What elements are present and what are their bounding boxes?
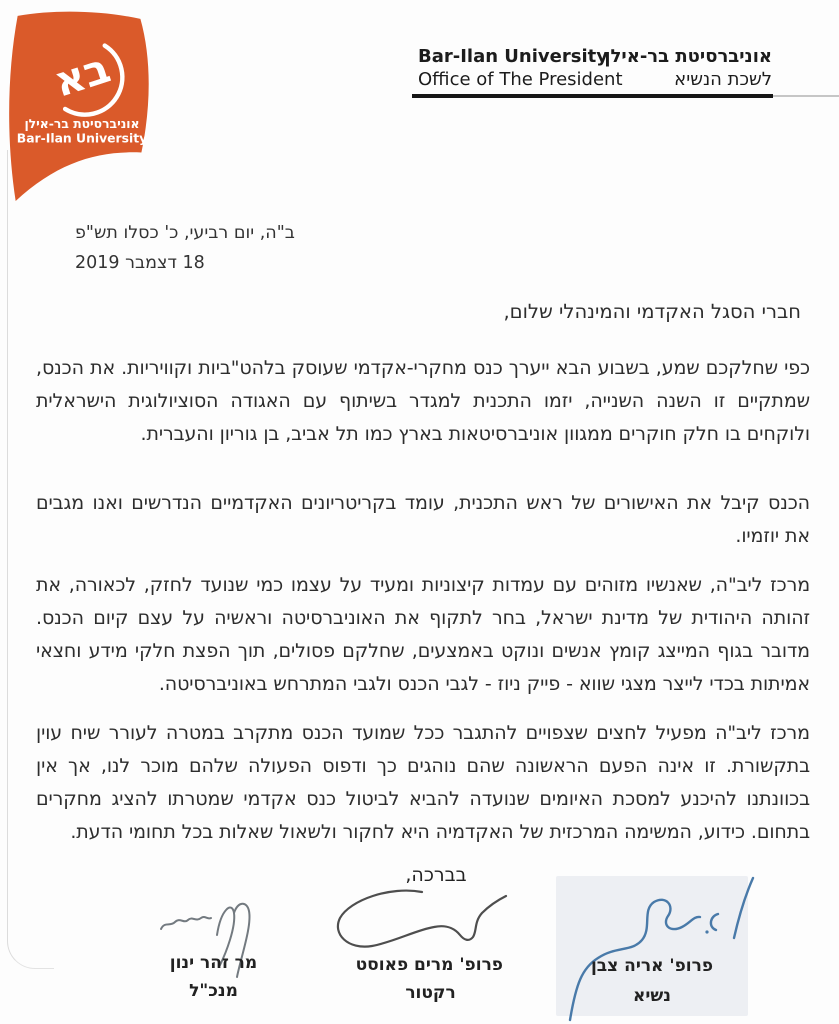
- bar-ilan-logo: [2, 6, 162, 204]
- signatory-title-ceo: מנכ"ל: [189, 981, 238, 1001]
- signatory-name-president: פרופ' אריה צבן: [590, 956, 714, 976]
- signatory-title-president: נשיא: [633, 986, 671, 1006]
- closing: בברכה,: [405, 864, 467, 886]
- logo-hebrew-name: אוניברסיטת בר-אילן: [24, 116, 140, 131]
- logo-mark: בא: [47, 42, 116, 107]
- signature-area: [36, 849, 810, 1024]
- signature-block-ceo: [166, 849, 261, 1009]
- logo-english-name: Bar-Ilan University: [16, 131, 148, 146]
- paragraph-2: הכנס קיבל את האישורים של ראש התכנית, עומד בקריטריונים האקדמיים הנדרשים ואנו מגבים את יוזמיו.: [36, 492, 810, 547]
- date-gregorian: 18 דצמבר 2019: [75, 253, 205, 273]
- paragraph-1: כפי שחלקכם שמע, בשבוע הבא ייערך כנס מחקרי-אקדמי שעוסק בלהט"ביות וקוויריות. את הכנס, שמתקיים זו השנה השנייה, יזמו התכנית למגדר בשיתוף עם האגודה הסוציולוגית הישראלית ולוקחים בו חלק חוקרים ממגוון אוניברסיטאות בארץ כמו תל אביב, בן גוריון והעברית.: [36, 357, 810, 445]
- header-hebrew: [604, 45, 772, 91]
- paragraph-3: מרכז ליב"ה, שאנשיו מזוהים עם עמדות קיצוניות ומעיד על עצמו כמי שנועד לחזק, לכאורה, את זהותה היהודית של מדינת ישראל, בחר לתקוף את האוניברסיטה וראשיה על עצם קיום הכנס. מדובר בגוף המייצג קומץ אנשים ונוקט באמצעים, שחלקם פסולים, תוך הפצת חלקי מידע וחצאי אמיתות בכדי לייצר מצגי שווא - פייק ניוז - לגבי הכנס ולגבי המתרחש באוניברסיטה.: [36, 574, 810, 695]
- salutation: חברי הסגל האקדמי והמינהלי שלום,: [503, 300, 801, 323]
- signatory-name-rector: פרופ' מרים פאוסט: [355, 955, 503, 975]
- date-block: [75, 218, 295, 278]
- date-hebrew: ב"ה, יום רביעי, כ' כסלו תש"פ: [75, 223, 295, 243]
- header-university-en: Bar-Ilan University: [418, 46, 608, 67]
- signature-block-rector: [355, 849, 503, 1009]
- header-university-he: אוניברסיטת בר-אילן: [604, 46, 772, 67]
- paragraph-4: מרכז ליב"ה מפעיל לחצים שצפויים להתגבר ככל שמועד הכנס מתקרב במטרה לעורר שיח עוין בתקשורת. זו אינה הפעם הראשונה שהם נוהגים כך ודפוס הפעולה שלהם מוכר לנו, אך אין בכוונתנו להיכנע למסכת האיומים שנועדה להביא לביטול כנס אקדמי שמטרתו להציג מחקרים בתחום. כידוע, המשימה המרכזית של האקדמיה היא לחקור ולשאול שאלות בכל תחומי הדעת.: [36, 722, 810, 843]
- header-office-en: Office of The President: [418, 69, 623, 90]
- rector-signature-image: [330, 884, 512, 962]
- letter-body: [36, 352, 810, 1024]
- header-english: [418, 45, 623, 91]
- logo-flag-shape: [9, 12, 149, 201]
- header-rule: [412, 94, 773, 98]
- signature-block-president: [556, 876, 748, 1016]
- signatory-name-ceo: מר זהר ינון: [169, 953, 258, 973]
- signatory-title-rector: רקטור: [405, 983, 456, 1003]
- header-rule-extension: [773, 95, 839, 97]
- header-office-he: לשכת הנשיא: [674, 69, 772, 90]
